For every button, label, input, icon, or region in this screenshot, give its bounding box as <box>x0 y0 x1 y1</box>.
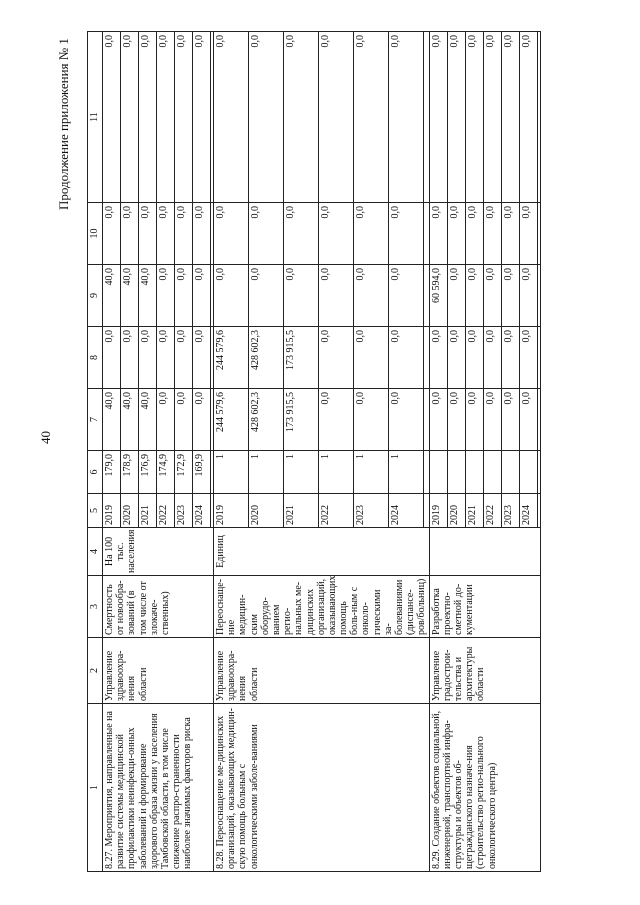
year-cell: 2021 <box>283 494 318 528</box>
value-cell: 0,0 <box>465 265 483 327</box>
value-cell: 0,0 <box>483 203 501 265</box>
table-row <box>214 32 249 872</box>
value-cell: 1 <box>283 451 318 494</box>
value-cell: 40,0 <box>139 265 157 327</box>
value-cell: 0,0 <box>353 389 388 451</box>
value-cell: 0,0 <box>139 32 157 203</box>
rotated-table-wrapper <box>87 32 532 872</box>
year-cell: 2021 <box>139 494 157 528</box>
column-header: 4 <box>88 528 103 576</box>
value-cell: 0,0 <box>175 265 193 327</box>
column-header: 11 <box>88 32 103 203</box>
value-cell: 0,0 <box>103 32 121 203</box>
year-cell: 2024 <box>193 494 211 528</box>
year-cell: 2022 <box>318 494 353 528</box>
value-cell: 173 915,5 <box>283 327 318 389</box>
activity-cell: 8.27. Мероприятия, направленные на развитие системы медицинской профилактики неинфекци-онных заболеваний и формирование здорового образа жизни у населения Тамбовской области, в том числе снижение распро-страненности наиболее значимых факторов риска <box>103 704 214 872</box>
value-cell: 178,9 <box>121 451 139 494</box>
indicator-cell: Разработка проектно-сметной до-кументации <box>429 576 540 638</box>
value-cell: 0,0 <box>483 32 501 203</box>
value-cell: 179,0 <box>103 451 121 494</box>
executor-cell: Управление градострои-тельства и архитектуры области <box>429 638 540 704</box>
spacer-cell <box>537 203 540 265</box>
value-cell: 0,0 <box>193 327 211 389</box>
value-cell: 169,9 <box>193 451 211 494</box>
spacer-cell <box>537 265 540 327</box>
column-header: 7 <box>88 389 103 451</box>
value-cell: 0,0 <box>193 389 211 451</box>
value-cell: 0,0 <box>175 203 193 265</box>
value-cell: 0,0 <box>175 32 193 203</box>
value-cell: 0,0 <box>175 327 193 389</box>
value-cell <box>483 451 501 494</box>
page-number: 40 <box>38 431 53 444</box>
value-cell: 0,0 <box>388 265 423 327</box>
value-cell: 0,0 <box>388 203 423 265</box>
value-cell: 0,0 <box>519 265 537 327</box>
column-header: 6 <box>88 451 103 494</box>
value-cell <box>447 451 465 494</box>
value-cell: 0,0 <box>193 203 211 265</box>
value-cell: 0,0 <box>175 389 193 451</box>
value-cell: 40,0 <box>139 389 157 451</box>
year-cell: 2020 <box>447 494 465 528</box>
value-cell: 0,0 <box>103 327 121 389</box>
year-cell: 2023 <box>175 494 193 528</box>
year-cell: 2022 <box>483 494 501 528</box>
value-cell: 174,9 <box>157 451 175 494</box>
value-cell: 0,0 <box>248 203 283 265</box>
spacer-cell <box>537 451 540 494</box>
value-cell: 0,0 <box>157 265 175 327</box>
value-cell: 244 579,6 <box>214 327 249 389</box>
value-cell: 0,0 <box>465 32 483 203</box>
value-cell: 0,0 <box>283 203 318 265</box>
value-cell: 0,0 <box>483 265 501 327</box>
year-cell: 2020 <box>248 494 283 528</box>
year-cell: 2023 <box>353 494 388 528</box>
value-cell: 0,0 <box>447 327 465 389</box>
year-cell: 2023 <box>501 494 519 528</box>
column-header: 2 <box>88 638 103 704</box>
year-cell: 2024 <box>388 494 423 528</box>
value-cell: 0,0 <box>465 203 483 265</box>
table-row <box>103 32 121 872</box>
value-cell: 244 579,6 <box>214 389 249 451</box>
value-cell: 0,0 <box>193 265 211 327</box>
value-cell: 40,0 <box>103 389 121 451</box>
value-cell: 0,0 <box>519 327 537 389</box>
program-table <box>87 31 541 872</box>
value-cell: 1 <box>214 451 249 494</box>
executor-cell: Управление здравоохра-нения области <box>214 638 430 704</box>
value-cell: 0,0 <box>501 32 519 203</box>
value-cell: 0,0 <box>318 389 353 451</box>
column-header: 3 <box>88 576 103 638</box>
value-cell: 0,0 <box>429 389 447 451</box>
unit-cell: Единиц <box>214 528 430 576</box>
indicator-cell: Смертность от новообра-зований (в том числе от злокаче-ственных) <box>103 576 214 638</box>
executor-cell: Управление здравоохра-нения области <box>103 638 214 704</box>
value-cell: 0,0 <box>465 327 483 389</box>
value-cell: 0,0 <box>483 327 501 389</box>
value-cell: 0,0 <box>483 389 501 451</box>
year-cell: 2022 <box>157 494 175 528</box>
value-cell: 0,0 <box>139 327 157 389</box>
spacer-cell <box>537 32 540 203</box>
value-cell: 0,0 <box>103 203 121 265</box>
value-cell: 0,0 <box>214 265 249 327</box>
value-cell: 0,0 <box>447 32 465 203</box>
value-cell: 0,0 <box>318 327 353 389</box>
unit-cell: На 100 тыс. населения <box>103 528 214 576</box>
value-cell: 428 602,3 <box>248 327 283 389</box>
value-cell: 0,0 <box>429 32 447 203</box>
value-cell: 40,0 <box>121 389 139 451</box>
value-cell: 1 <box>248 451 283 494</box>
value-cell: 0,0 <box>318 32 353 203</box>
value-cell: 0,0 <box>447 265 465 327</box>
value-cell: 0,0 <box>519 389 537 451</box>
value-cell: 172,9 <box>175 451 193 494</box>
value-cell: 0,0 <box>121 32 139 203</box>
indicator-cell: Переоснаще-ние медицин-ским оборудо-ванием регио-нальных ме-дицинских организаций, оказывающих помощь боль-ным с онколо-гическими за-болеваниями (диспансе-ров/больниц) <box>214 576 430 638</box>
value-cell: 0,0 <box>318 203 353 265</box>
year-cell: 2024 <box>519 494 537 528</box>
value-cell: 0,0 <box>157 327 175 389</box>
value-cell: 0,0 <box>388 327 423 389</box>
value-cell: 0,0 <box>283 265 318 327</box>
column-number-row <box>88 32 103 872</box>
value-cell: 1 <box>388 451 423 494</box>
value-cell: 0,0 <box>501 327 519 389</box>
value-cell: 0,0 <box>353 265 388 327</box>
column-header: 8 <box>88 327 103 389</box>
table-row <box>429 32 447 872</box>
value-cell: 176,9 <box>139 451 157 494</box>
value-cell: 0,0 <box>157 203 175 265</box>
column-header: 10 <box>88 203 103 265</box>
continuation-caption: Продолжение приложения № 1 <box>56 38 71 210</box>
value-cell: 40,0 <box>121 265 139 327</box>
value-cell: 0,0 <box>283 32 318 203</box>
value-cell <box>501 451 519 494</box>
value-cell: 0,0 <box>388 389 423 451</box>
value-cell: 0,0 <box>121 203 139 265</box>
value-cell: 0,0 <box>353 327 388 389</box>
value-cell: 0,0 <box>447 203 465 265</box>
unit-cell <box>429 528 540 576</box>
spacer-cell <box>537 494 540 528</box>
year-cell: 2021 <box>465 494 483 528</box>
value-cell: 0,0 <box>248 265 283 327</box>
value-cell: 0,0 <box>501 389 519 451</box>
activity-cell: 8.29. Создание объектов социальной, инженерной, транспортной инфра-структуры и объектов об-щегражданского назначе-ния (строительство регио-нального онкологического центра) <box>429 704 540 872</box>
value-cell: 0,0 <box>157 32 175 203</box>
value-cell: 60 594,0 <box>429 265 447 327</box>
value-cell: 0,0 <box>214 32 249 203</box>
value-cell: 428 602,3 <box>248 389 283 451</box>
value-cell: 0,0 <box>353 203 388 265</box>
value-cell: 0,0 <box>447 389 465 451</box>
table-body <box>103 32 541 872</box>
value-cell <box>465 451 483 494</box>
value-cell <box>429 451 447 494</box>
value-cell: 0,0 <box>465 389 483 451</box>
year-cell: 2019 <box>103 494 121 528</box>
spacer-cell <box>537 389 540 451</box>
value-cell: 1 <box>318 451 353 494</box>
year-cell: 2019 <box>214 494 249 528</box>
value-cell <box>519 451 537 494</box>
value-cell: 0,0 <box>157 389 175 451</box>
value-cell: 0,0 <box>501 265 519 327</box>
value-cell: 0,0 <box>429 203 447 265</box>
value-cell: 0,0 <box>353 32 388 203</box>
value-cell: 40,0 <box>103 265 121 327</box>
value-cell: 1 <box>353 451 388 494</box>
value-cell: 0,0 <box>519 203 537 265</box>
value-cell: 0,0 <box>318 265 353 327</box>
value-cell: 0,0 <box>214 203 249 265</box>
value-cell: 0,0 <box>193 32 211 203</box>
value-cell: 0,0 <box>388 32 423 203</box>
value-cell: 0,0 <box>519 32 537 203</box>
column-header: 9 <box>88 265 103 327</box>
value-cell: 0,0 <box>121 327 139 389</box>
column-header: 5 <box>88 494 103 528</box>
value-cell: 0,0 <box>501 203 519 265</box>
year-cell: 2020 <box>121 494 139 528</box>
spacer-cell <box>537 327 540 389</box>
value-cell: 0,0 <box>139 203 157 265</box>
year-cell: 2019 <box>429 494 447 528</box>
activity-cell: 8.28. Переоснащение ме-дицинских организаций, оказывающих медицин-скую помощь больным с онкологическими заболе-ваниями <box>214 704 430 872</box>
value-cell: 0,0 <box>248 32 283 203</box>
value-cell: 0,0 <box>429 327 447 389</box>
column-header: 1 <box>88 704 103 872</box>
value-cell: 173 915,5 <box>283 389 318 451</box>
